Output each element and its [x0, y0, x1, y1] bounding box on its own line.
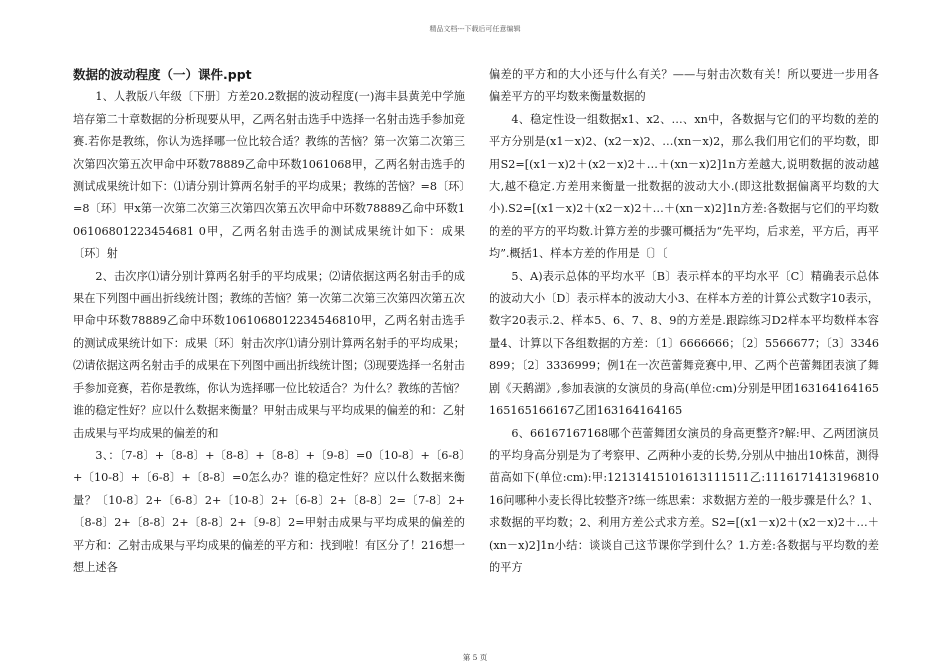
- document-title: 数据的波动程度（一）课件.ppt: [73, 67, 252, 82]
- paragraph-6: 6、66167167168哪个芭蕾舞团女演员的身高更整齐?解:甲、乙两团演员的平均身高分别是为了考察甲、乙两种小麦的长势,分别从中抽出10株苗，测得苗高如下(单位:cm):甲:12131415101613111511乙:111617141319681016问哪种小麦长得比较整齐?练一练思索：求数据方差的一般步骤是什么？1、求数据的平均数；2、利用方差公式求方差。S2=[(x1－x)2＋(x2－x)2＋…＋(xn－x)2]1n小结：谈谈自己这节课你学到什么？1.方差:各数据与平均数的差的平方: [489, 426, 879, 574]
- paragraph-2: 2、击次序⑴请分别计算两名射手的平均成果；⑵请依据这两名射击手的成果在下列图中画出折线统计图；教练的苦恼？第一次第二次第三次第四次第五次甲命中环数78889乙命中环数1061068012234546810甲，乙两名射击选手的测试成果统计如下：成果〔环〕射击次序⑴请分别计算两名射手的平均成果；⑵请依据这两名射击手的成果在下列图中画出折线统计图；⑶现要选择一名射击手参加竞赛，若你是教练，你认为选择哪一位比较适合？为什么？教练的苦恼？谁的稳定性好？应以什么数据来衡量？甲射击成果与平均成果的偏差的和：乙射击成果与平均成果的偏差的和: [73, 269, 465, 440]
- paragraph-3: 3、：〔7-8〕+〔8-8〕+〔8-8〕+〔8-8〕+〔9-8〕=0〔10-8〕+〔6-8〕+〔10-8〕+〔6-8〕+〔8-8〕=0怎么办？谁的稳定性好？应以什么数据来衡量？〔10-8〕2+〔6-8〕2+〔10-8〕2+〔6-8〕2+〔8-8〕2=〔7-8〕2+〔8-8〕2+〔8-8〕2+〔8-8〕2+〔9-8〕2=甲射击成果与平均成果的偏差的平方和：乙射击成果与平均成果的偏差的平方和：找到啦！有区分了！216想一想上述各: [73, 448, 465, 574]
- header-note: 精品文档---下载后可任意编辑: [429, 25, 521, 33]
- paragraph-5: 5、A)表示总体的平均水平〔B〕表示样本的平均水平〔C〕精确表示总体的波动大小〔D〕表示样本的波动大小3、在样本方差的计算公式数字10表示，数字20表示.2、样本5、6、7、8、9的方差是.跟踪练习D2样本平均数样本容量4、计算以下各组数据的方差：〔1〕6666666；〔2〕5566677；〔3〕3346899；〔2〕3336999；例1在一次芭蕾舞竞赛中,甲、乙两个芭蕾舞团表演了舞剧《天鹅湖》,参加表演的女演员的身高(单位:cm)分别是甲团163164164165165165166167乙团163164164165: [489, 269, 879, 418]
- left-column: [73, 64, 465, 579]
- paragraph-4: 4、稳定性设一组数据x1、x2、…、xn中，各数据与它们的平均数的差的平方分别是(x1－x)2、(x2－x)2、…(xn－x)2，那么我们用它们的平均数，即用S2=[(x1－x)2＋(x2－x)2＋…＋(xn－x)2]1n方差越大,说明数据的波动越大,越不稳定.方差用来衡量一批数据的波动大小.(即这批数据偏离平均数的大小).S2=[(x1－x)2＋(x2－x)2＋…＋(xn－x)2]1n方差:各数据与它们的平均数的差的平方的平均数.计算方差的步骤可概括为“先平均，后求差，平方后，再平均”.概括1、样本方差的作用是〔〕〔: [489, 112, 879, 261]
- page-number: 第 5 页: [462, 653, 488, 662]
- paragraph-continuation: 偏差的平方和的大小还与什么有关？——与射击次数有关！所以要进一步用各偏差平方的平均数来衡量数据的: [489, 68, 879, 104]
- paragraph-1: 1、人教版八年级〔下册〕方差20.2数据的波动程度(一)海丰县黄羌中学施培存第二十章数据的分析现要从甲，乙两名射击选手中选择一名射击选手参加竞赛.若你是教练，你认为选择哪一位比较合适？教练的苦恼？第一次第二次第三次第四次第五次甲命中环数78889乙命中环数1061068甲，乙两名射击选手的测试成果统计如下：⑴请分别计算两名射手的平均成果；教练的苦恼？=8〔环〕=8〔环〕甲x第一次第二次第三次第四次第五次甲命中环数78889乙命中环数106106801223454681 0甲，乙两名射击选手的测试成果统计如下：成果〔环〕射: [73, 90, 465, 261]
- right-column: [489, 64, 879, 579]
